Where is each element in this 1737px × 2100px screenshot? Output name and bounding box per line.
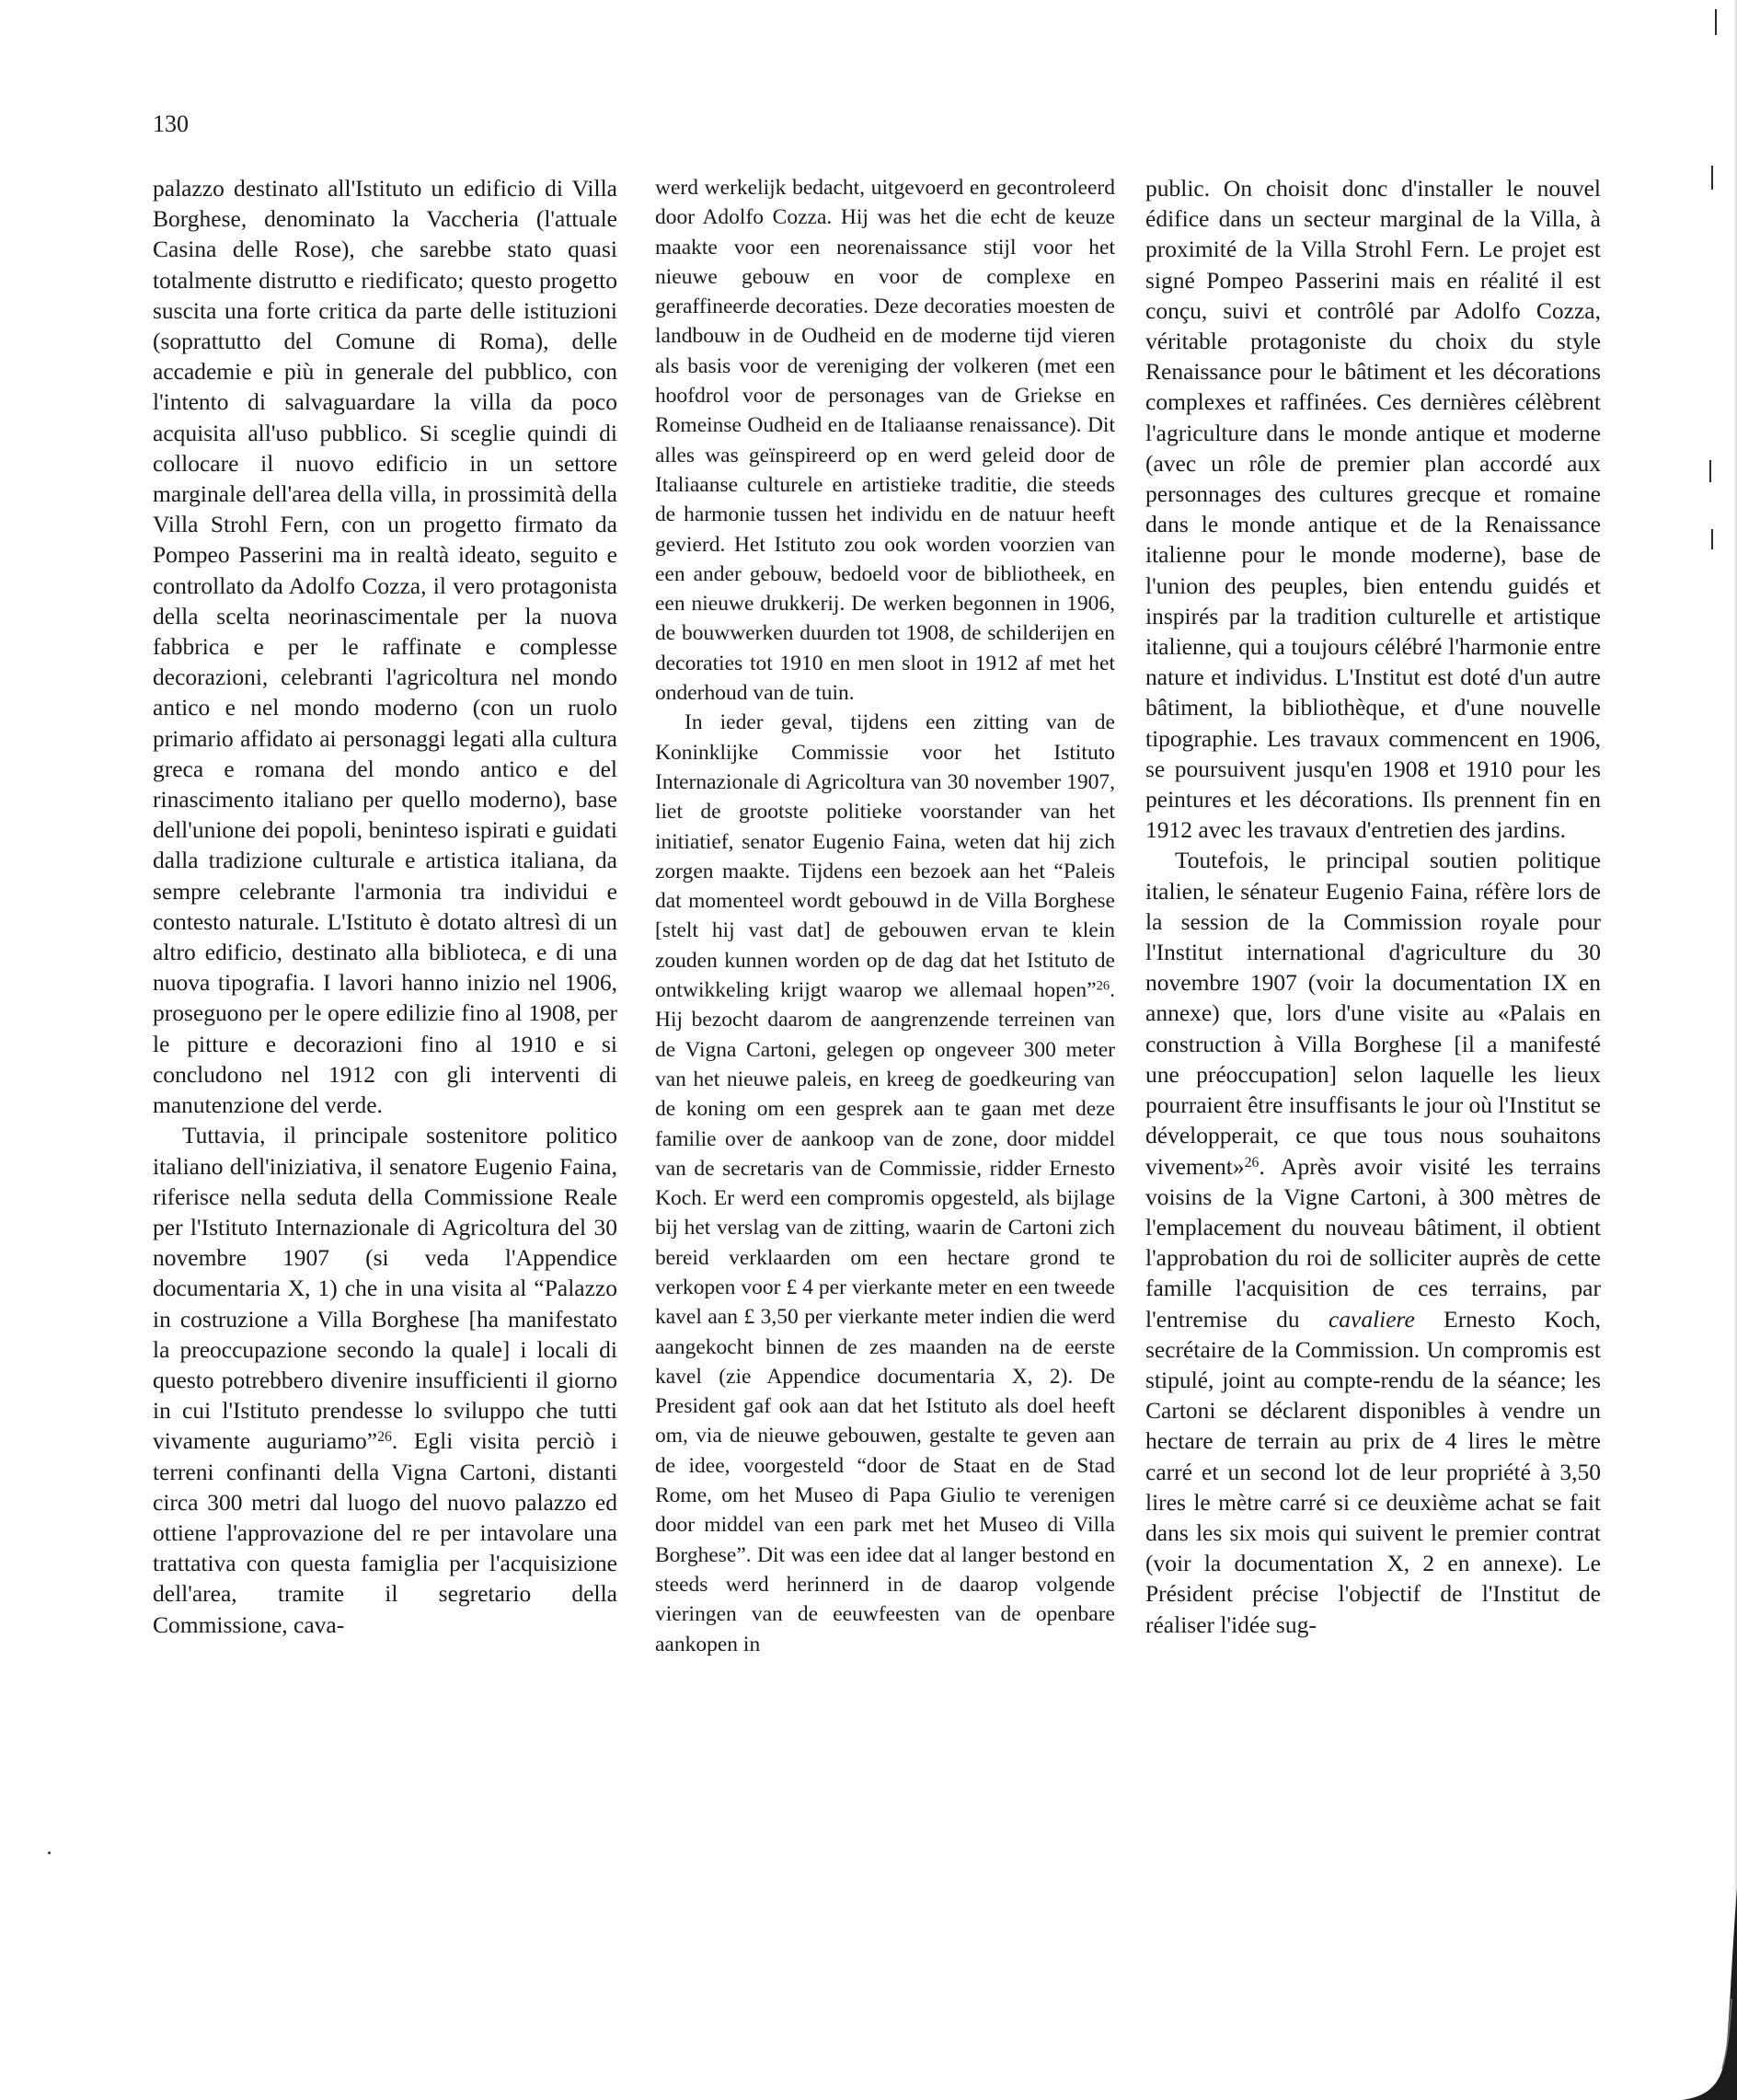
italian-paragraph-2-text-a: Tuttavia, il principale sostenitore politico italiano dell'iniziativa, il senatore Eugenio Faina, riferisce nella seduta della Commissione Reale per l'Istituto Internazionale di Agricoltura del 30 novembre 1907 (si veda l'Appendice documentaria X, 1) che in una visita al “Palazzo in costruzione a Villa Borghese [ha manifestato la preoccupazione secondo la quale] i locali di questo potrebbero divenire insufficienti il giorno in cui l'Istituto prendesse lo sviluppo che tutti vivamente auguriamo” — [153, 1122, 617, 1455]
french-paragraph-2-text-a: Toutefois, le principal soutien politique italien, le sénateur Eugenio Faina, réfère lors de la session de la Commission royale pour l'Institut international d'agriculture du 30 novembre 1907 (voir la documentation IX en annexe) que, lors d'une visite au «Palais en construction à Villa Borghese [il a manifesté une préoccupation] selon laquelle les lieux pourraient être insuffisants le jour où l'Institut se développerait, ce que tous nous souhaitons vivement» — [1145, 847, 1601, 1180]
french-paragraph-2-text-c: Ernesto Koch, secrétaire de la Commission. Un compromis est stipulé, joint au compte-rendu de la séance; les Cartoni se déclarent disponibles à vendre un hectare de terrain au prix de 4 lires le mètre carré et un second lot de leur propriété à 3,50 lires le mètre carré si ce deuxième achat se fait dans les six mois qui suivent le premier contrat (voir la documentation X, 2 en annexe). Le Président précise l'objectif de l'Institut de réaliser l'idée sug- — [1145, 1305, 1601, 1638]
french-paragraph-1: public. On choisit donc d'installer le nouvel édifice dans un secteur marginal de la Villa, à proximité de la Villa Strohl Fern. Le projet est signé Pompeo Passerini mais en réalité il est conçu, suivi et contrôlé par Adolfo Cozza, véritable protagoniste du choix du style Renaissance pour le bâtiment et les décorations complexes et raffinées. Ces dernières célèbrent l'agriculture dans le monde antique et moderne (avec un rôle de premier plan accordé aux personnages des cultures grecque et romaine dans le monde antique et de la Renaissance italienne pour le monde moderne), base de l'union des peuples, bien entendu guidés et inspirés par la tradition culturelle et artistique italienne, qui a toujours célébré l'harmonie entre nature et individus. L'Institut est doté d'un autre bâtiment, la bibliothèque, et d'une nouvelle tipographie. Les travaux commencent en 1906, se poursuivent jusqu'en 1908 et 1910 pour les peintures et les décorations. Ils prennent fin en 1912 avec les travaux d'entretien des jardins. — [1145, 175, 1601, 844]
italian-paragraph-2 — [153, 1120, 617, 1639]
scan-edge-mark — [1715, 9, 1717, 35]
italic-term: cavaliere — [1328, 1305, 1415, 1333]
page-number: 130 — [153, 110, 189, 137]
french-paragraph-2-text-b: . Après avoir visité les terrains voisins de la Vigne Cartoni, à 300 mètres de l'emplacement du nouveau bâtiment, il obtient l'approbation du roi de solliciter auprès de cette famille l'acquisition de ces terrains, par l'entremise du — [1145, 1152, 1601, 1333]
page-corner-curl — [1682, 1888, 1737, 2100]
footnote-ref-26[interactable]: 26 — [377, 1429, 392, 1446]
dutch-column — [655, 173, 1115, 1659]
french-paragraph-2 — [1145, 845, 1601, 1639]
footnote-ref-26[interactable]: 26 — [1096, 978, 1110, 994]
dutch-paragraph-2-text-b: . Hij bezocht daarom de aangrenzende terreinen van de Vigna Cartoni, gelegen op ongeveer 300 meter van het nieuwe paleis, en kreeg de goedkeuring van de koning om een gesprek aan te gaan met deze familie over de aankoop van de zone, door middel van de secretaris van de Commissie, ridder Ernesto Koch. Er werd een compromis opgesteld, als bijlage bij het verslag van de zitting, waarin de Cartoni zich bereid verklaarden om een hectare grond te verkopen voor £ 4 per vierkante meter en een tweede kavel aan £ 3,50 per vierkante meter indien die werd aangekocht binnen de zes maanden na de eerste kavel (zie Appendice documentaria X, 2). De President gaf ook aan dat het Istituto als doel heeft om, via de nieuwe gebouwen, gestalte te geven aan de idee, voorgesteld “door de Staat en de Stad Rome, om het Museo di Papa Giulio te verenigen door middel van een park met het Museo di Villa Borghese”. Dit was een idee dat al langer bestond en steeds werd herinnerd in de daarop volgende vieringen van de eeuwfeesten van de openbare aankopen in — [655, 978, 1115, 1656]
dutch-paragraph-1: werd werkelijk bedacht, uitgevoerd en gecontroleerd door Adolfo Cozza. Hij was het die echt de keuze maakte voor een neorenaissance stijl voor het nieuwe gebouw en voor de complexe en geraffineerde decoraties. Deze decoraties moesten de landbouw in de Oudheid en de moderne tijd vieren als basis voor de vereniging der volkeren (met een hoofdrol voor de personages van de Griekse en Romeinse Oudheid en de Italiaanse renaissance). Dit alles was geïnspireerd op en werd geleid door de Italiaanse culturele en artistieke traditie, die steeds de harmonie tussen het individu en de natuur heeft gevierd. Het Istituto zou ook worden voorzien van een ander gebouw, bedoeld voor de bibliotheek, en een nieuwe drukkerij. De werken begonnen in 1906, de bouwwerken duurden tot 1908, de schilderijen en decoraties tot 1910 en men sloot in 1912 af met het onderhoud van de tuin. — [655, 176, 1115, 706]
scan-edge-mark — [1711, 166, 1713, 190]
scan-edge-mark — [1709, 460, 1711, 482]
italian-column — [153, 173, 617, 1640]
scan-edge-shadow — [1733, 0, 1737, 2100]
stray-mark — [48, 1852, 51, 1854]
italian-paragraph-2-text-b: . Egli visita perciò i terreni confinanti della Vigna Cartoni, distanti circa 300 metri dal luogo del nuovo palazzo ed ottiene l'approvazione del re per intavolare una trattativa con questa famiglia per l'acquisizione dell'area, tramite il segretario della Commissione, cava- — [153, 1427, 617, 1638]
dutch-paragraph-2-text-a: In ieder geval, tijdens een zitting van de Koninklijke Commissie voor het Istituto Internazionale di Agricoltura van 30 november 1907, liet de grootste politieke voorstander van het initiatief, senator Eugenio Faina, weten dat hij zich zorgen maakte. Tijdens een bezoek aan het “Paleis dat momenteel wordt gebouwd in de Villa Borghese [stelt hij vast dat] de gebouwen ervan te klein zouden kunnen worden op de dag dat het Istituto de ontwikkeling krijgt waarop we allemaal hopen” — [655, 710, 1115, 1003]
scan-edge-mark — [1711, 529, 1713, 549]
italian-paragraph-1: palazzo destinato all'Istituto un edificio di Villa Borghese, denominato la Vaccheria (l'attuale Casina delle Rose), che sarebbe stato quasi totalmente distrutto e riedificato; questo progetto suscita una forte critica da parte delle istituzioni (soprattutto del Comune di Roma), delle accademie e più in generale del pubblico, con l'intento di salvaguardare la villa da poco acquisita all'uso pubblico. Si sceglie quindi di collocare il nuovo edificio in un settore marginale dell'area della villa, in prossimità della Villa Strohl Fern, con un progetto firmato da Pompeo Passerini ma in realtà ideato, seguito e controllato da Adolfo Cozza, il vero protagonista della scelta neorinascimentale per la nuova fabbrica e per le raffinate e complesse decorazioni, celebranti l'agricoltura nel mondo antico e nel mondo moderno (con un ruolo primario affidato ai personaggi legati alla cultura greca e romana del mondo antico e del rinascimento italiano per quello moderno), base dell'unione dei popoli, beninteso ispirati e guidati dalla tradizione culturale e artistica italiana, da sempre celebrante l'armonia tra individui e contesto naturale. L'Istituto è dotato altresì di un altro edificio, destinato alla biblioteca, e di una nuova tipografia. I lavori hanno inizio nel 1906, proseguono per le opere edilizie fino al 1908, per le pitture e decorazioni fino al 1910 e si concludono nel 1912 con gli interventi di manutenzione del verde. — [153, 175, 617, 1119]
footnote-ref-26[interactable]: 26 — [1244, 1154, 1260, 1171]
dutch-paragraph-2 — [655, 708, 1115, 1659]
french-column — [1145, 173, 1601, 1640]
